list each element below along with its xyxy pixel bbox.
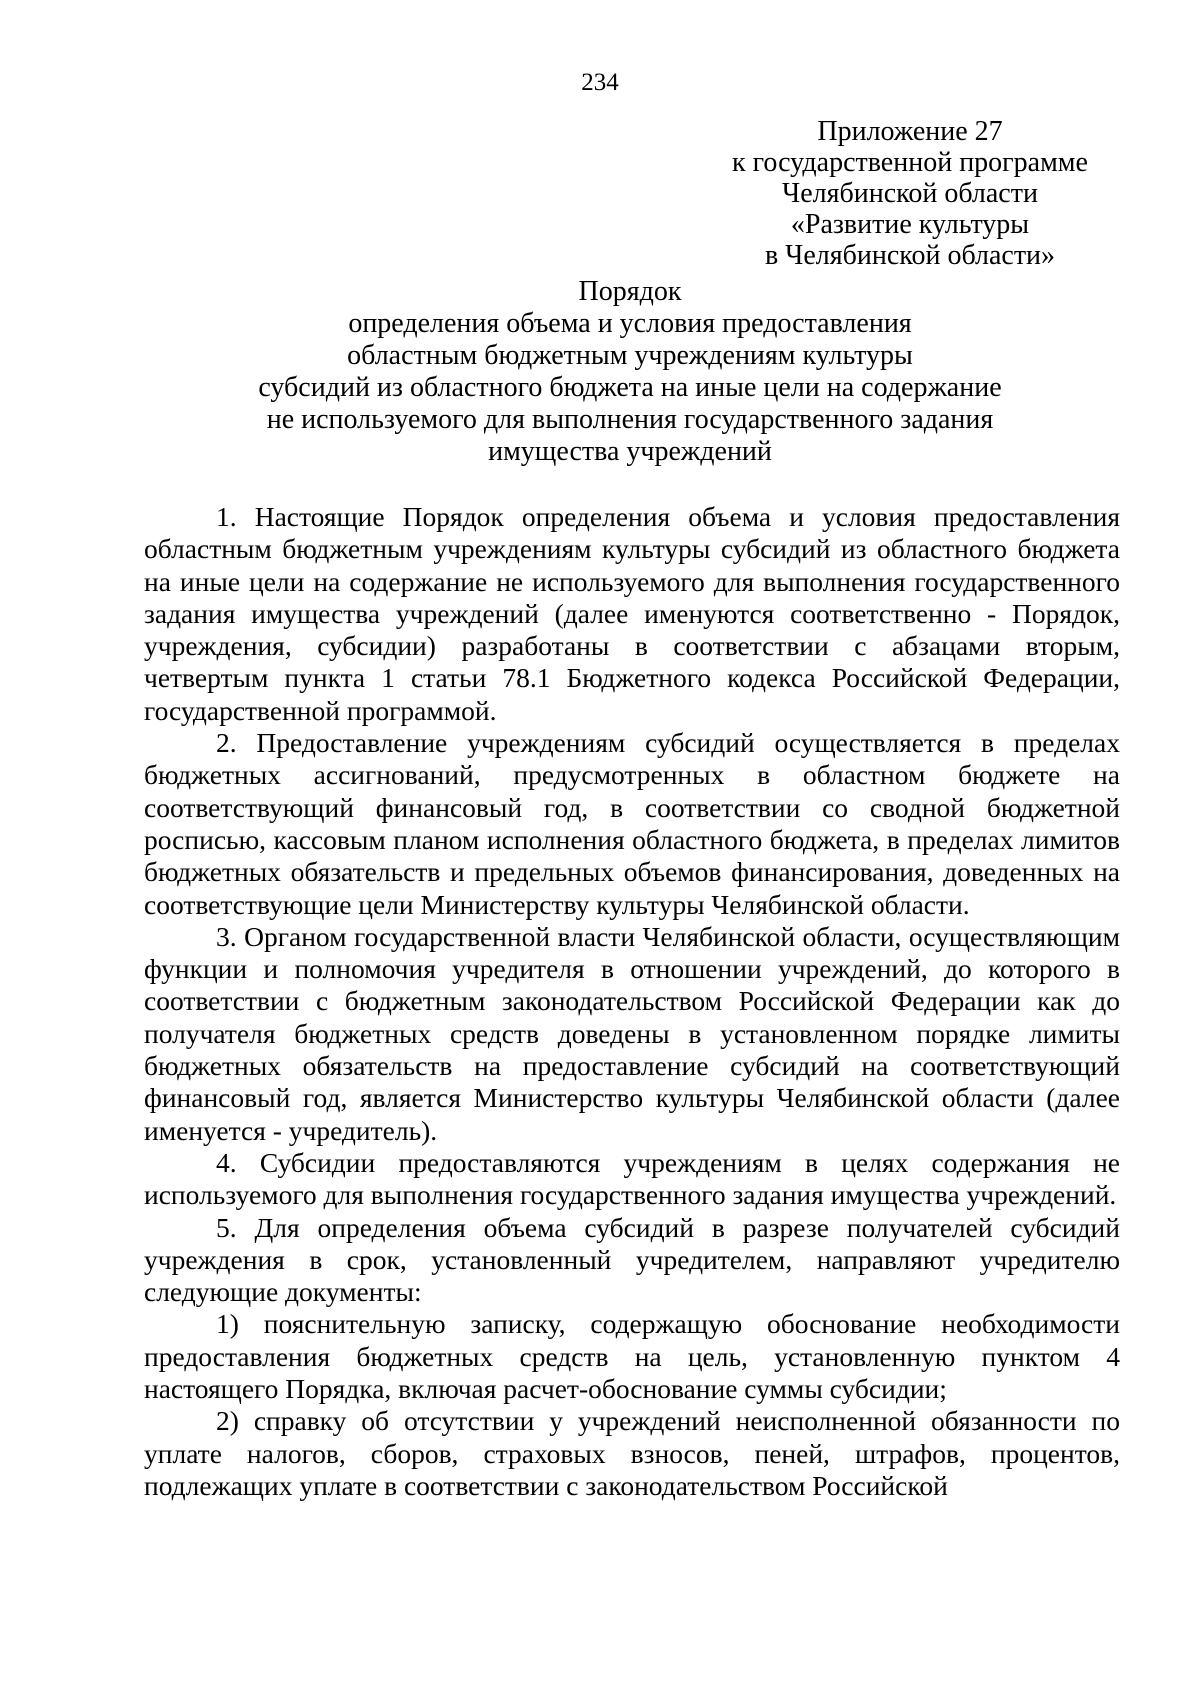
title-line: не используемого для выполнения государственного задания xyxy=(266,404,994,435)
title-line: определения объема и условия предоставления xyxy=(348,308,912,339)
appendix-header xyxy=(700,116,1120,271)
title-line: имущества учреждений xyxy=(488,436,772,467)
appendix-line: Приложение 27 xyxy=(817,116,1003,147)
subparagraph-5-2: 2) справку об отсутствии у учреждений неисполненной обязанности по уплате налогов, сборов, страховых взносов, пеней, штрафов, процентов, подлежащих уплате в соответствии с законодательством Российской xyxy=(144,1405,1120,1501)
subparagraph-5-1: 1) пояснительную записку, содержащую обоснование необходимости предоставления бюджетных средств на цель, установленную пунктом 4 настоящего Порядка, включая расчет-обоснование суммы субсидии; xyxy=(144,1308,1120,1405)
document-title xyxy=(0,276,1200,468)
appendix-line: «Развитие культуры xyxy=(790,209,1030,240)
document-body xyxy=(144,501,1120,1502)
appendix-line: в Челябинской области» xyxy=(764,240,1056,271)
paragraph-4: 4. Субсидии предоставляются учреждениям в целях содержания не используемого для выполнения государственного задания имущества учреждений. xyxy=(144,1146,1120,1211)
appendix-line: Челябинской области xyxy=(782,178,1038,209)
title-line: субсидий из областного бюджета на иные цели на содержание xyxy=(258,372,1002,403)
title-line: областным бюджетным учреждениям культуры xyxy=(347,340,913,371)
paragraph-1: 1. Настоящие Порядок определения объема и условия предоставления областным бюджетным учреждениям культуры субсидий из областного бюджета на иные цели на содержание не используемого для выполнения государственного задания имущества учреждений (далее именуются соответственно - Порядок, учреждения, субсидии) разработаны в соответствии с абзацами вторым, четвертым пункта 1 статьи 78.1 Бюджетного кодекса Российской Федерации, государственной программой. xyxy=(144,501,1120,726)
title-line: Порядок xyxy=(578,276,682,307)
page-number: 234 xyxy=(581,69,619,96)
paragraph-3: 3. Органом государственной власти Челябинской области, осуществляющим функции и полномочия учредителя в отношении учреждений, до которого в соответствии с бюджетным законодательством Российской Федерации как до получателя бюджетных средств доведены в установленном порядке лимиты бюджетных обязательств на предоставление субсидий на соответствующий финансовый год, является Министерство культуры Челябинской области (далее именуется - учредитель). xyxy=(144,920,1120,1146)
paragraph-2: 2. Предоставление учреждениям субсидий осуществляется в пределах бюджетных ассигнований, предусмотренных в областном бюджете на соответствующий финансовый год, в соответствии со сводной бюджетной росписью, кассовым планом исполнения областного бюджета, в пределах лимитов бюджетных обязательств и предельных объемов финансирования, доведенных на соответствующие цели Министерству культуры Челябинской области. xyxy=(144,727,1120,920)
appendix-line: к государственной программе xyxy=(732,147,1088,178)
paragraph-5: 5. Для определения объема субсидий в разрезе получателей субсидий учреждения в срок, установленный учредителем, направляют учредителю следующие документы: xyxy=(144,1211,1120,1308)
